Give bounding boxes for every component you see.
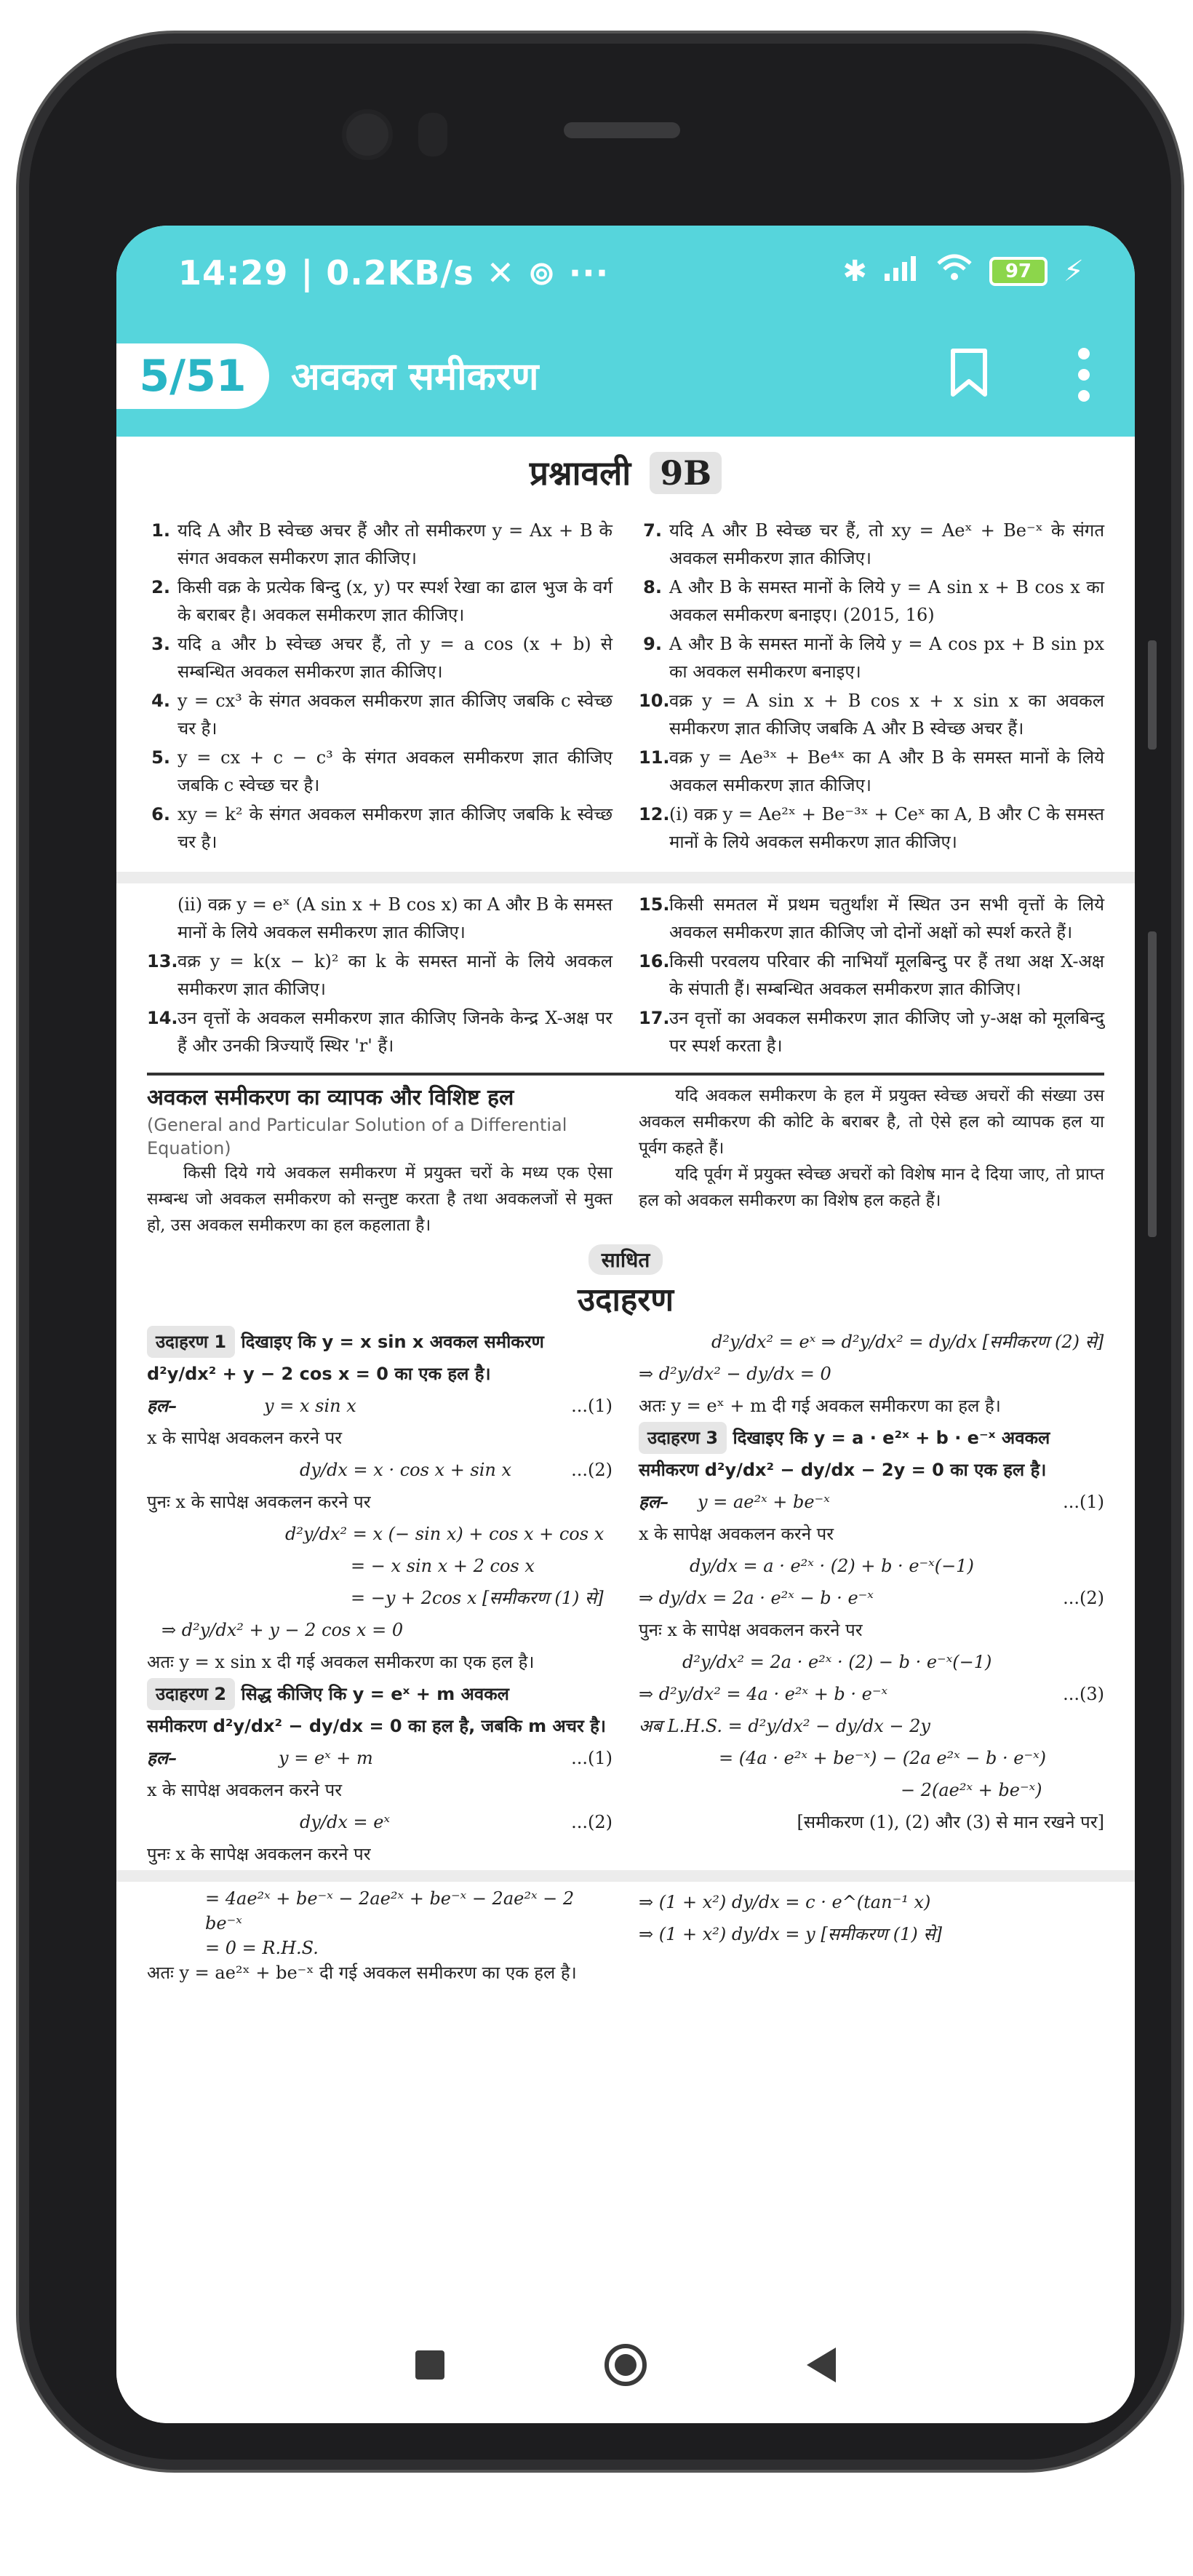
question-number: 17. (639, 1008, 670, 1028)
wifi-icon (935, 253, 973, 290)
equation-number: ...(2) (571, 1812, 613, 1832)
section-para-left: किसी दिये गये अवकल समीकरण में प्रयुक्त चरों के मध्य एक ऐसा सम्बन्ध जो अवकल समीकरण को सन्तुष्ट करता है तथा अवकलजों से मुक्त हो, उस अवकल समीकरण का हल कहलाता है। (147, 1164, 613, 1235)
question-number: 4. (151, 691, 170, 711)
more-notifications: ··· (568, 253, 610, 293)
eq-row (147, 1454, 613, 1486)
text-line: पुनः x के सापेक्ष अवकलन करने पर (147, 1844, 371, 1864)
section-right (639, 1083, 1104, 1239)
question-item (147, 800, 613, 856)
example-2-tag: उदाहरण 2 (147, 1678, 235, 1710)
example-3-line (639, 1422, 1104, 1454)
question-item (147, 891, 613, 946)
questions2-left (147, 891, 613, 1061)
equation: = 0 = R.H.S. (205, 1938, 319, 1958)
text-line: अतः y = eˣ + m दी गई अवकल समीकरण का हल है। (639, 1396, 1001, 1416)
equation: d²y/dx² = eˣ ⇒ d²y/dx² = dy/dx [समीकरण (2) से] (711, 1332, 1104, 1352)
question-number: 16. (639, 951, 670, 971)
question-number: 11. (639, 747, 670, 768)
question-number: 8. (643, 577, 662, 597)
eq-row (639, 1678, 1104, 1710)
mute-icon: ✕ (486, 253, 516, 293)
question-number: 1. (151, 520, 170, 541)
question-item (147, 1004, 613, 1060)
question-item (147, 947, 613, 1003)
question-text: किसी परवलय परिवार की नाभियाँ मूलबिन्दु पर हैं तथा अक्ष X-अक्ष के संपाती हैं। सम्बन्धित अवकल समीकरण ज्ञात कीजिए। (669, 951, 1104, 999)
eq-row (639, 1918, 1104, 1950)
solution-label: हल– (147, 1395, 177, 1416)
screen (116, 226, 1135, 2423)
status-time (178, 253, 609, 293)
question-text: वक्र y = A sin x + B cos x + x sin x का अवकल समीकरण ज्ञात कीजिए जबकि A और B स्वेच्छ अचर हैं। (669, 691, 1104, 739)
examples-big-label: उदाहरण (577, 1281, 674, 1319)
question-item (639, 1004, 1104, 1060)
example-3-equation: समीकरण d²y/dx² − dy/dx − 2y = 0 का एक हल है। (639, 1460, 1047, 1480)
sync-icon: ⊚ (527, 253, 569, 293)
example-1-text: दिखाइए कि y = x sin x अवकल समीकरण (241, 1332, 544, 1352)
home-button[interactable] (605, 2344, 647, 2386)
examples-header (147, 1244, 1104, 1320)
equation: d²y/dx² = 2a · e²ˣ · (2) − b · e⁻ˣ(−1) (682, 1652, 992, 1672)
question-number: 14. (147, 1008, 178, 1028)
bluetooth-icon: ✱ (842, 255, 867, 288)
equation-number: ...(1) (571, 1748, 613, 1768)
page-gap (116, 872, 1135, 883)
text-line: पुनः x के सापेक्ष अवकलन करने पर (147, 1492, 371, 1512)
question-number: 3. (151, 634, 170, 654)
question-text: A और B के समस्त मानों के लिये y = A cos px + B sin px का अवकल समीकरण बनाइए। (669, 634, 1104, 682)
example-1-equation: d²y/dx² + y − 2 cos x = 0 का एक हल है। (147, 1364, 491, 1384)
eq-row (639, 1550, 1104, 1582)
equation: y = eˣ + m (279, 1748, 373, 1768)
bottom-right (639, 1886, 1104, 1985)
worked-right (639, 1326, 1104, 1870)
eq-row (639, 1742, 1104, 1774)
question-text: वक्र y = Ae³ˣ + Be⁴ˣ का A और B के समस्त मानों के लिये अवकल समीकरण ज्ञात कीजिए। (669, 747, 1104, 795)
equation-number: ...(1) (1063, 1492, 1104, 1512)
eq-row (147, 1806, 613, 1838)
question-text: (i) वक्र y = Ae²ˣ + Be⁻³ˣ + Ceˣ का A, B और C के समस्त मानों के लिये अवकल समीकरण ज्ञात कीजिए। (669, 804, 1104, 852)
eq-row (639, 1358, 1104, 1390)
text-line: अतः y = ae²ˣ + be⁻ˣ दी गई अवकल समीकरण का एक हल है। (147, 1963, 577, 1983)
text-line: [समीकरण (1), (2) और (3) से मान रखने पर] (797, 1812, 1104, 1832)
equation: अब L.H.S. = d²y/dx² − dy/dx − 2y (639, 1716, 930, 1736)
app-bar (116, 335, 1135, 437)
question-item (639, 630, 1104, 685)
text-line: x के सापेक्ष अवकलन करने पर (147, 1428, 343, 1448)
question-text: वक्र y = k(x − k)² का k के समस्त मानों के लिये अवकल समीकरण ज्ञात कीजिए। (177, 951, 613, 999)
eq-row (639, 1710, 1104, 1742)
question-number: 15. (639, 894, 670, 915)
question-item (147, 630, 613, 685)
section-subheading: (General and Particular Solution of a Differential Equation) (147, 1115, 567, 1158)
equation: = 4ae²ˣ + be⁻ˣ − 2ae²ˣ + be⁻ˣ − 2ae²ˣ − 2 be⁻ˣ (205, 1888, 575, 1933)
earpiece (564, 122, 680, 138)
questions-right (639, 517, 1104, 857)
question-text: (ii) वक्र y = eˣ (A sin x + B cos x) का A और B के समस्त मानों के लिये अवकल समीकरण ज्ञात कीजिए। (177, 894, 613, 942)
eq-row (147, 1886, 613, 1936)
question-text: y = cx + c − c³ के संगत अवकल समीकरण ज्ञात कीजिए जबकि c स्वेच्छ चर है। (177, 747, 613, 795)
section-para-right-2: यदि पूर्वग में प्रयुक्त स्वेच्छ अचरों को विशेष मान दे दिया जाए, तो प्राप्त हल को अवकल समीकरण का विशेष हल कहते हैं। (639, 1165, 1104, 1210)
eq-row (639, 1486, 1104, 1518)
question-number: 13. (147, 951, 178, 971)
recents-button[interactable] (415, 2350, 444, 2380)
question-item (639, 947, 1104, 1003)
exercise-title-text: प्रश्नावली (529, 453, 631, 493)
equation: ⇒ d²y/dx² = 4a · e²ˣ + b · e⁻ˣ (639, 1684, 888, 1704)
bottom-block (116, 1882, 1135, 1985)
status-time-text: 14:29 | 0.2KB/s (178, 253, 474, 293)
question-text: यदि A और B स्वेच्छ चर हैं, तो xy = Aeˣ + Be⁻ˣ के संगत अवकल समीकरण ज्ञात कीजिए। (669, 520, 1104, 568)
eq-row (147, 1582, 613, 1614)
charging-icon: ⚡ (1063, 255, 1084, 288)
text-line: x के सापेक्ष अवकलन करने पर (147, 1780, 343, 1800)
eq-row (639, 1582, 1104, 1614)
more-options-icon[interactable] (1077, 348, 1091, 402)
question-text: उन वृत्तों के अवकल समीकरण ज्ञात कीजिए जिनके केन्द्र X-अक्ष पर हैं और उनकी त्रिज्याएँ स्थिर 'r' हैं। (177, 1008, 613, 1056)
eq-row (639, 1646, 1104, 1678)
exercise-block (116, 437, 1135, 872)
worked-columns (147, 1326, 1104, 1870)
equation: − 2(ae²ˣ + be⁻ˣ) (901, 1780, 1042, 1800)
question-item (147, 744, 613, 799)
solution-label: हल– (639, 1491, 669, 1512)
navigation-bar (116, 2307, 1135, 2423)
question-item (147, 687, 613, 742)
question-text: A और B के समस्त मानों के लिये y = A sin x + B cos x का अवकल समीकरण बनाइए। (2015, 16) (669, 577, 1104, 625)
question-number: 12. (639, 804, 670, 824)
section-para-right-1: यदि अवकल समीकरण के हल में प्रयुक्त स्वेच्छ अचरों की संख्या उस अवकल समीकरण की कोटि के बराबर है, तो ऐसे हल को व्यापक हल या पूर्वग कहते हैं। (639, 1086, 1104, 1158)
page-gap (116, 1870, 1135, 1882)
status-bar (116, 226, 1135, 335)
sensor (418, 113, 447, 156)
eq-row (147, 1390, 613, 1422)
example-1-tag: उदाहरण 1 (147, 1326, 235, 1358)
bookmark-icon[interactable] (949, 348, 989, 399)
equation: ⇒ (1 + x²) dy/dx = c · e^(tan⁻¹ x) (639, 1892, 931, 1912)
equation-number: ...(2) (1063, 1588, 1104, 1608)
equation: y = x sin x (264, 1396, 356, 1416)
equation: ⇒ (1 + x²) dy/dx = y [समीकरण (1) से] (639, 1924, 942, 1944)
exercise-badge: 9B (650, 452, 722, 494)
exercise-columns (147, 517, 1104, 857)
question-text: यदि A और B स्वेच्छ अचर हैं और तो समीकरण y = Ax + B के संगत अवकल समीकरण ज्ञात कीजिए। (177, 520, 613, 568)
question-text: किसी वक्र के प्रत्येक बिन्दु (x, y) पर स्पर्श रेखा का ढाल भुज के वर्ग के बराबर है। अवकल समीकरण ज्ञात कीजिए। (177, 577, 613, 625)
exercise-block-2 (116, 883, 1135, 1870)
example-3-tag: उदाहरण 3 (639, 1422, 727, 1454)
question-number: 10. (639, 691, 670, 711)
question-number: 6. (151, 804, 170, 824)
question-item (639, 517, 1104, 572)
text-line: पुनः x के सापेक्ष अवकलन करने पर (639, 1620, 863, 1640)
equation: ⇒ d²y/dx² − dy/dx = 0 (639, 1364, 831, 1384)
equation: dy/dx = eˣ (300, 1812, 390, 1832)
question-text: उन वृत्तों का अवकल समीकरण ज्ञात कीजिए जो y-अक्ष को मूलबिन्दु पर स्पर्श करता है। (669, 1008, 1104, 1056)
section-divider (147, 1073, 1104, 1076)
equation: ⇒ d²y/dx² + y − 2 cos x = 0 (161, 1620, 404, 1640)
back-button[interactable] (807, 2348, 836, 2382)
signal-icon (883, 253, 919, 290)
examples-small-label: साधित (588, 1244, 663, 1275)
question-item (639, 800, 1104, 856)
exercise-title (147, 437, 1104, 495)
equation: dy/dx = x · cos x + sin x (300, 1460, 512, 1480)
eq-row (147, 1550, 613, 1582)
question-item (147, 573, 613, 629)
question-item (639, 744, 1104, 799)
question-number: 5. (151, 747, 170, 768)
section-columns (147, 1083, 1104, 1239)
bottom-left (147, 1886, 613, 1985)
equation-number: ...(1) (571, 1396, 613, 1416)
question-text: y = cx³ के संगत अवकल समीकरण ज्ञात कीजिए जबकि c स्वेच्छ चर है। (177, 691, 613, 739)
worked-left (147, 1326, 613, 1870)
equation-number: ...(3) (1063, 1684, 1104, 1704)
power-button (1148, 931, 1157, 1237)
question-item (639, 573, 1104, 629)
eq-row (147, 1936, 613, 1960)
front-camera (342, 109, 393, 160)
question-item (639, 687, 1104, 742)
bottom-columns (147, 1886, 1104, 1985)
question-number: 2. (151, 577, 170, 597)
question-number: 9. (643, 634, 662, 654)
page-content[interactable] (116, 437, 1135, 2307)
question-item (147, 517, 613, 572)
question-text: xy = k² के संगत अवकल समीकरण ज्ञात कीजिए जबकि k स्वेच्छ चर है। (177, 804, 613, 852)
eq-row (147, 1742, 613, 1774)
solution-label: हल– (147, 1747, 177, 1768)
volume-button (1148, 640, 1157, 750)
eq-row (147, 1614, 613, 1646)
question-text: यदि a और b स्वेच्छ अचर हैं, तो y = a cos (x + b) से सम्बन्धित अवकल समीकरण ज्ञात कीजिए। (177, 634, 613, 682)
example-1-line (147, 1326, 613, 1358)
app-title: अवकल समीकरण (291, 355, 539, 399)
example-2-equation: समीकरण d²y/dx² − dy/dx = 0 का हल है, जबकि m अचर है। (147, 1716, 607, 1736)
section-left (147, 1083, 613, 1239)
equation: = (4a · e²ˣ + be⁻ˣ) − (2a e²ˣ − b · e⁻ˣ) (719, 1748, 1047, 1768)
eq-row (639, 1326, 1104, 1358)
text-line: अतः y = x sin x दी गई अवकल समीकरण का एक हल है। (147, 1652, 535, 1672)
question-item (639, 891, 1104, 946)
eq-row (639, 1774, 1104, 1806)
battery-icon: 97 (989, 257, 1048, 286)
example-2-text: सिद्ध कीजिए कि y = eˣ + m अवकल (241, 1684, 509, 1704)
eq-row (639, 1886, 1104, 1918)
equation-number: ...(2) (571, 1460, 613, 1480)
question-number (147, 891, 177, 946)
section-heading: अवकल समीकरण का व्यापक और विशिष्ट हल (147, 1085, 514, 1110)
page-indicator[interactable]: 5/51 (116, 343, 269, 409)
text-line: x के सापेक्ष अवकलन करने पर (639, 1524, 834, 1544)
exercise-columns-2 (147, 891, 1104, 1061)
questions2-right (639, 891, 1104, 1061)
phone-frame (29, 44, 1171, 2460)
eq-row (147, 1518, 613, 1550)
equation: = − x sin x + 2 cos x (351, 1556, 535, 1576)
equation: dy/dx = a · e²ˣ · (2) + b · e⁻ˣ(−1) (690, 1556, 974, 1576)
example-3-text: दिखाइए कि y = a · e²ˣ + b · e⁻ˣ अवकल (733, 1428, 1050, 1448)
question-text: किसी समतल में प्रथम चतुर्थांश में स्थित उन सभी वृत्तों के लिये अवकल समीकरण ज्ञात कीजिए जो दोनों अक्षों को स्पर्श करते हैं। (669, 894, 1104, 942)
questions-left (147, 517, 613, 857)
equation: y = ae²ˣ + be⁻ˣ (698, 1492, 830, 1512)
equation: ⇒ dy/dx = 2a · e²ˣ − b · e⁻ˣ (639, 1588, 874, 1608)
status-icons (842, 253, 1084, 290)
equation: = −y + 2cos x [समीकरण (1) से] (351, 1588, 604, 1608)
equation: d²y/dx² = x (− sin x) + cos x + cos x (285, 1524, 605, 1544)
question-number: 7. (643, 520, 662, 541)
example-2-line (147, 1678, 613, 1710)
